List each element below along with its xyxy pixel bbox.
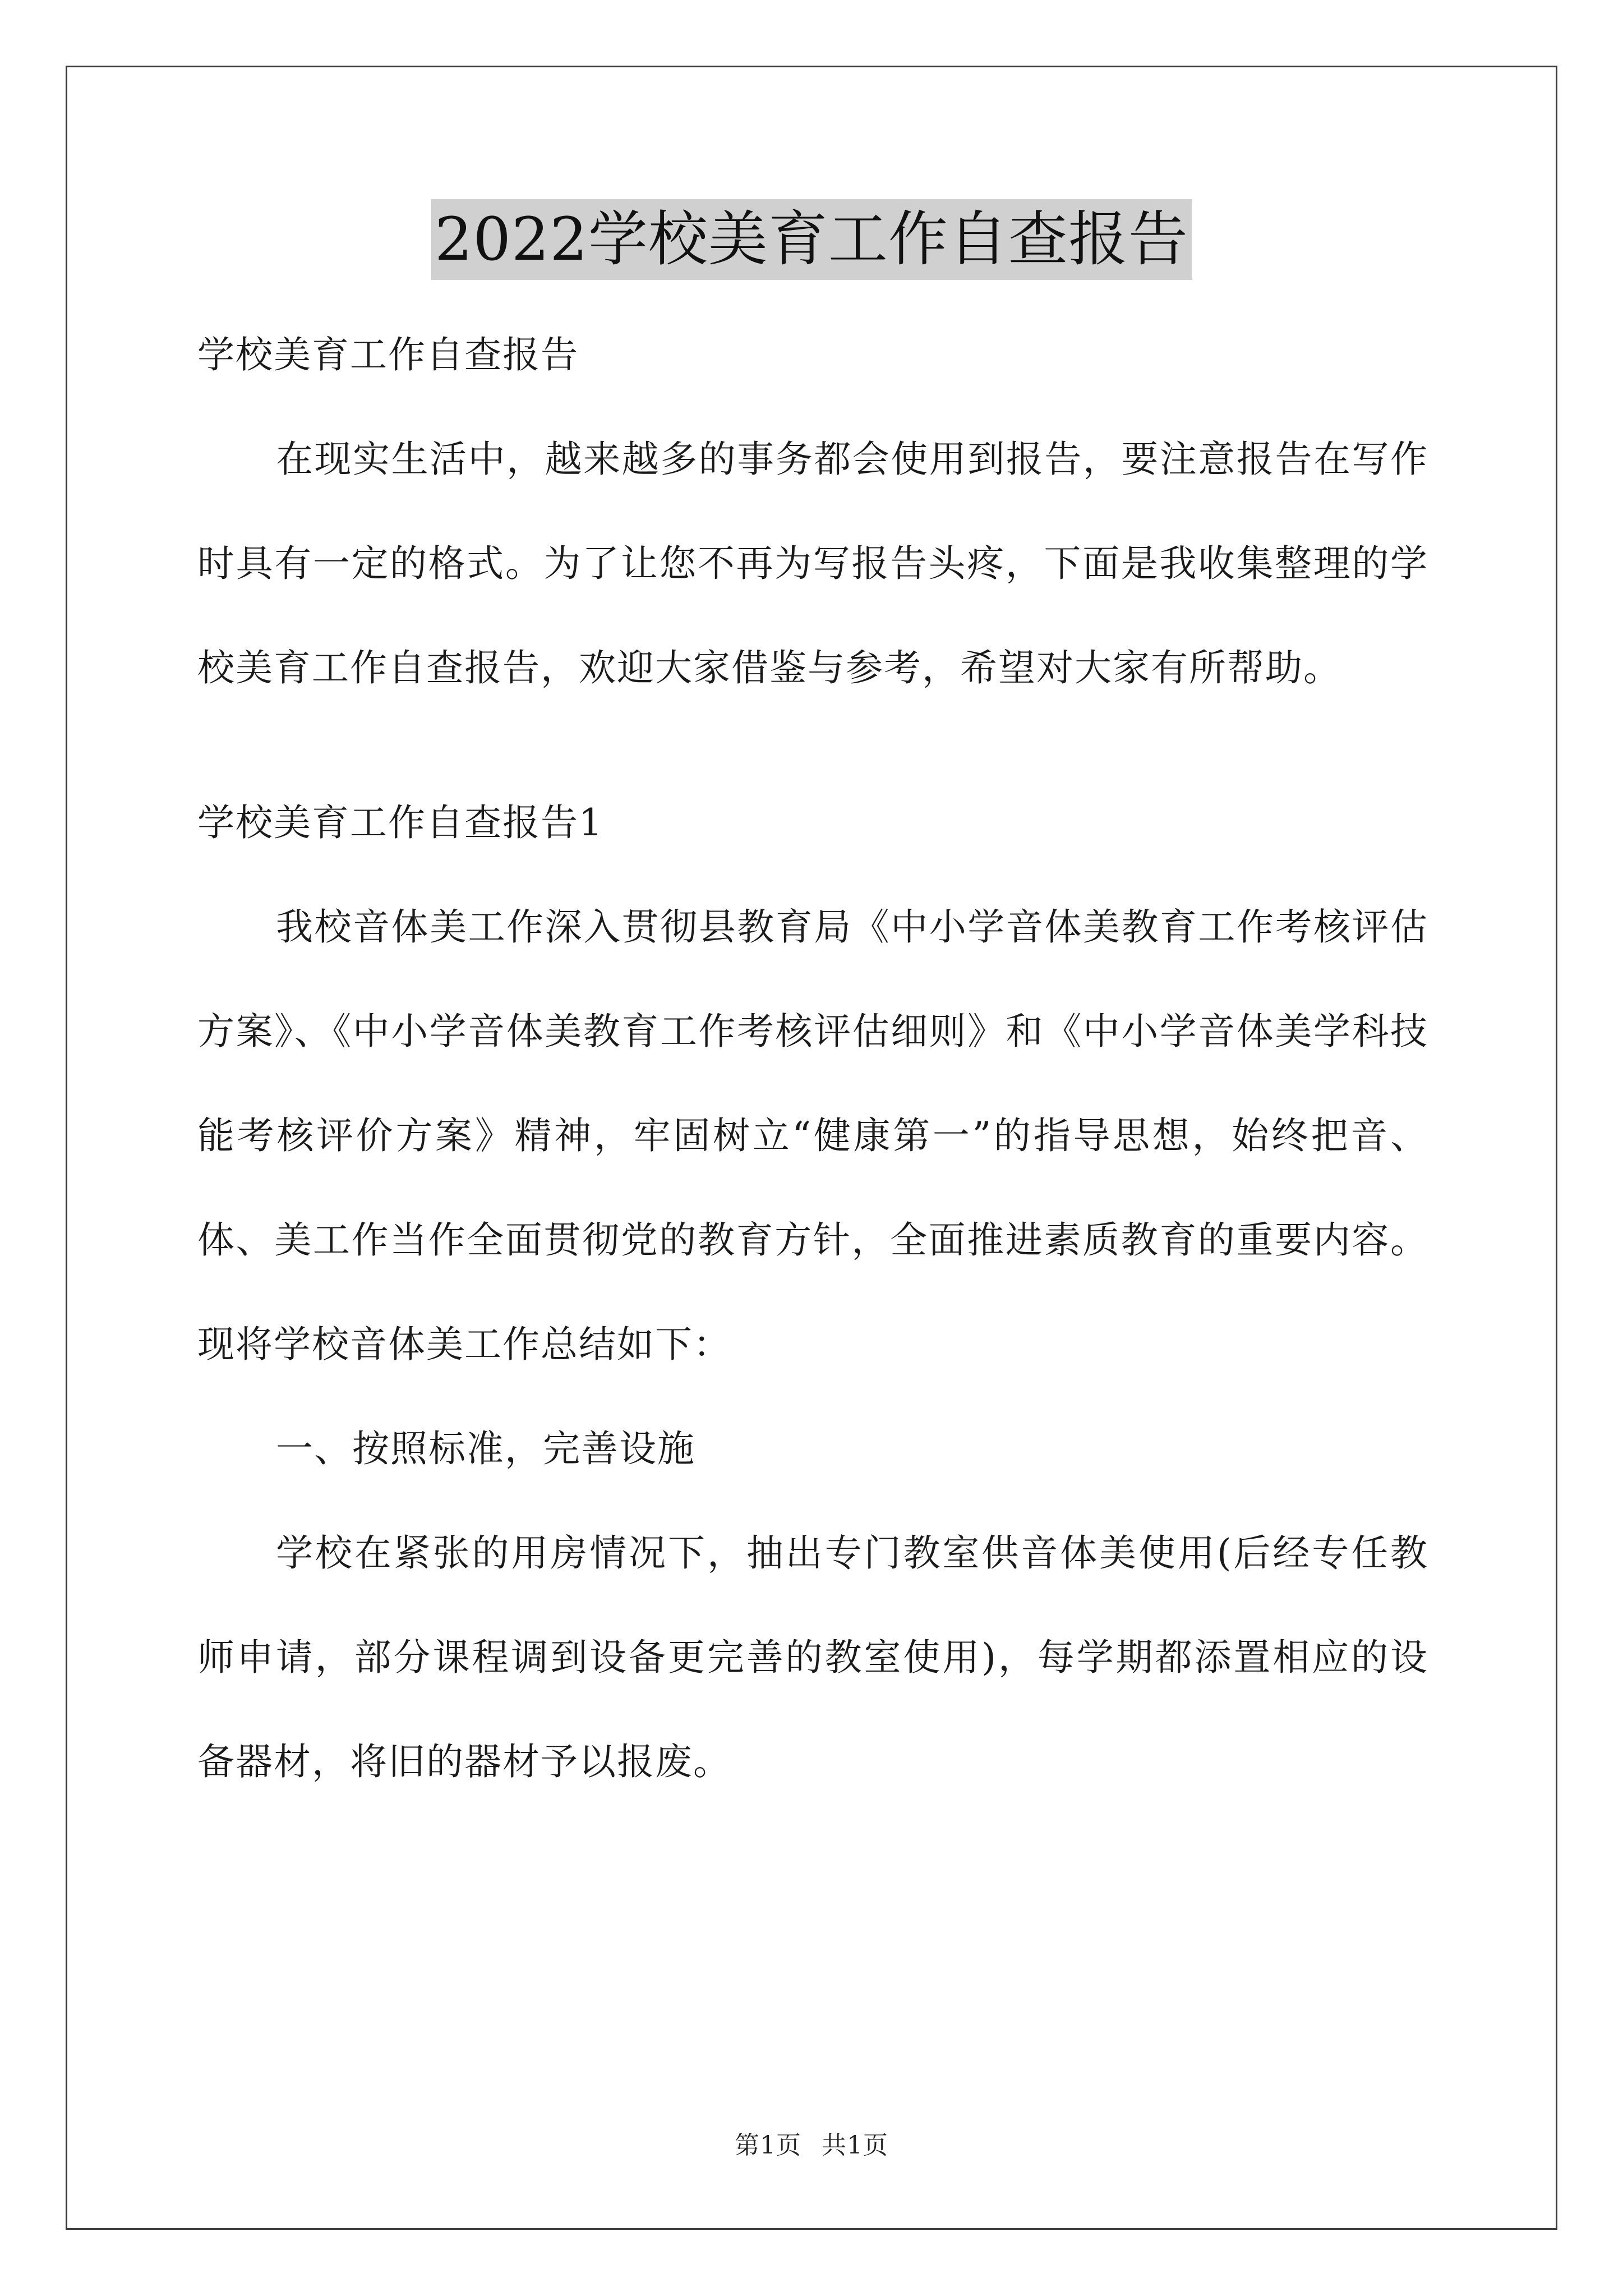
title-container: [0, 199, 1623, 280]
page-total: 共1页: [822, 2131, 888, 2160]
subtitle: 学校美育工作自查报告: [197, 333, 579, 376]
intro-paragraph: 在现实生活中，越来越多的事务都会使用到报告，要注意报告在写作时具有一定的格式。为了让您不再为写报告头疼，下面是我收集整理的学校美育工作自查报告，欢迎大家借鉴与参考，希望对大家有所帮助。: [197, 438, 1428, 689]
section-title: 学校美育工作自查报告1: [197, 801, 603, 844]
body-paragraph-1: 我校音体美工作深入贯彻县教育局《中小学音体美教育工作考核评估方案》、《中小学音体美教育工作考核评估细则》和《中小学音体美学科技能考核评价方案》精神，牢固树立“健康第一”的指导思想，始终把音、体、美工作当作全面贯彻党的教育方针，全面推进素质教育的重要内容。现将学校音体美工作总结如下：: [197, 905, 1428, 1366]
document-body: [197, 303, 1428, 1814]
section-heading-1: 一、按照标准，完善设施: [276, 1427, 695, 1470]
body-paragraph-2: 学校在紧张的用房情况下，抽出专门教室供音体美使用(后经专任教师申请，部分课程调到设备更完善的教室使用)，每学期都添置相应的设备器材，将旧的器材予以报废。: [197, 1531, 1428, 1783]
page-footer: [0, 2125, 1623, 2161]
document-title: 2022学校美育工作自查报告: [431, 199, 1192, 280]
page-number: 第1页: [735, 2131, 801, 2160]
